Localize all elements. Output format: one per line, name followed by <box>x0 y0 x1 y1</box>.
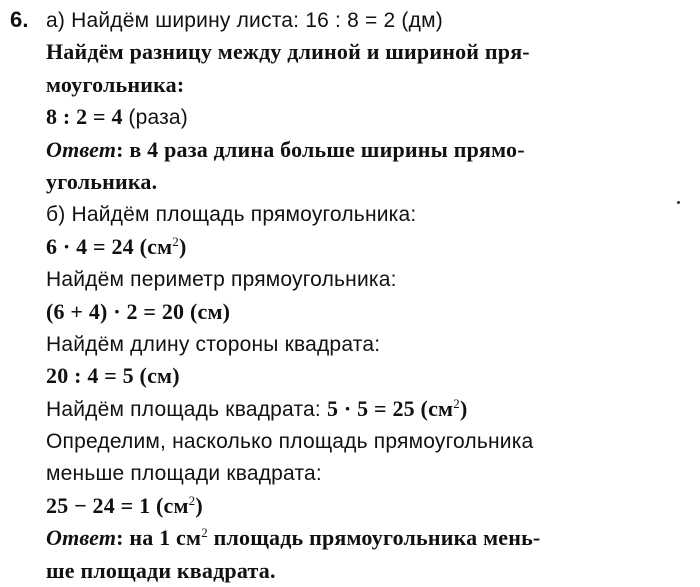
solution-line <box>46 522 696 554</box>
text-run: ) <box>459 395 468 421</box>
solution-line <box>46 296 696 328</box>
superscript: 2 <box>201 525 208 541</box>
text-run: Найдём ширину листа: <box>71 9 306 32</box>
text-run: ) <box>195 492 203 518</box>
text-run: Найдём разницу между длиной и шириной пря- <box>46 39 530 65</box>
solution-line <box>46 393 696 425</box>
solution-line <box>46 328 696 360</box>
solution-line <box>46 360 696 392</box>
text-run: Определим, насколько площадь прямоугольника <box>46 430 534 454</box>
solution-line <box>46 36 696 68</box>
text-run: площадь прямоугольника мень- <box>207 525 541 551</box>
text-run: (6 + 4) · 2 = 20 (см) <box>46 298 231 324</box>
superscript: 2 <box>453 395 460 411</box>
solution-line <box>46 198 696 230</box>
solution-line <box>46 166 696 198</box>
text-run: Найдём периметр прямоугольника: <box>46 268 397 292</box>
text-run: 6 · 4 = 24 (см <box>46 233 173 259</box>
solution-line <box>46 490 696 522</box>
text-run: : на 1 см <box>116 525 202 551</box>
text-run: меньше площади квадрата: <box>46 462 322 486</box>
text-run: угольника. <box>46 168 158 194</box>
text-run: (раза) <box>128 106 188 130</box>
stray-dot-mark <box>677 201 680 204</box>
text-run: Найдём площадь квадрата: <box>46 397 327 421</box>
text-run: ) <box>178 233 187 259</box>
text-run: 20 : 4 = 5 (см) <box>46 363 180 389</box>
solution-line <box>46 69 696 101</box>
problem-number: 6. <box>10 7 29 32</box>
superscript: 2 <box>188 492 196 508</box>
text-run: 25 − 24 = 1 (см <box>46 492 189 518</box>
text-run: 16 : 8 = 2 (дм) <box>305 9 443 32</box>
solution-text <box>46 4 696 587</box>
solution-line <box>46 231 696 263</box>
solution-line <box>46 457 696 489</box>
solution-line <box>46 555 696 587</box>
solution-line <box>46 101 696 133</box>
text-run: б) Найдём площадь прямоугольника: <box>46 203 417 227</box>
solution-line <box>46 4 696 36</box>
text-run: Найдём длину стороны квадрата: <box>46 332 381 356</box>
superscript: 2 <box>172 233 179 249</box>
solution-line <box>46 134 696 166</box>
text-run: моугольника: <box>46 71 185 97</box>
answer-label: Ответ <box>46 525 117 551</box>
answer-label: Ответ <box>46 136 117 162</box>
text-run: ше площади квадрата. <box>46 557 276 583</box>
text-run: а) <box>46 9 72 32</box>
text-run: 5 · 5 = 25 (см <box>326 395 454 421</box>
solution-line <box>46 425 696 457</box>
text-run: 8 : 2 = 4 <box>46 104 129 130</box>
text-run: : в 4 раза длина больше ширины прямо- <box>116 136 525 162</box>
solution-line <box>46 263 696 295</box>
